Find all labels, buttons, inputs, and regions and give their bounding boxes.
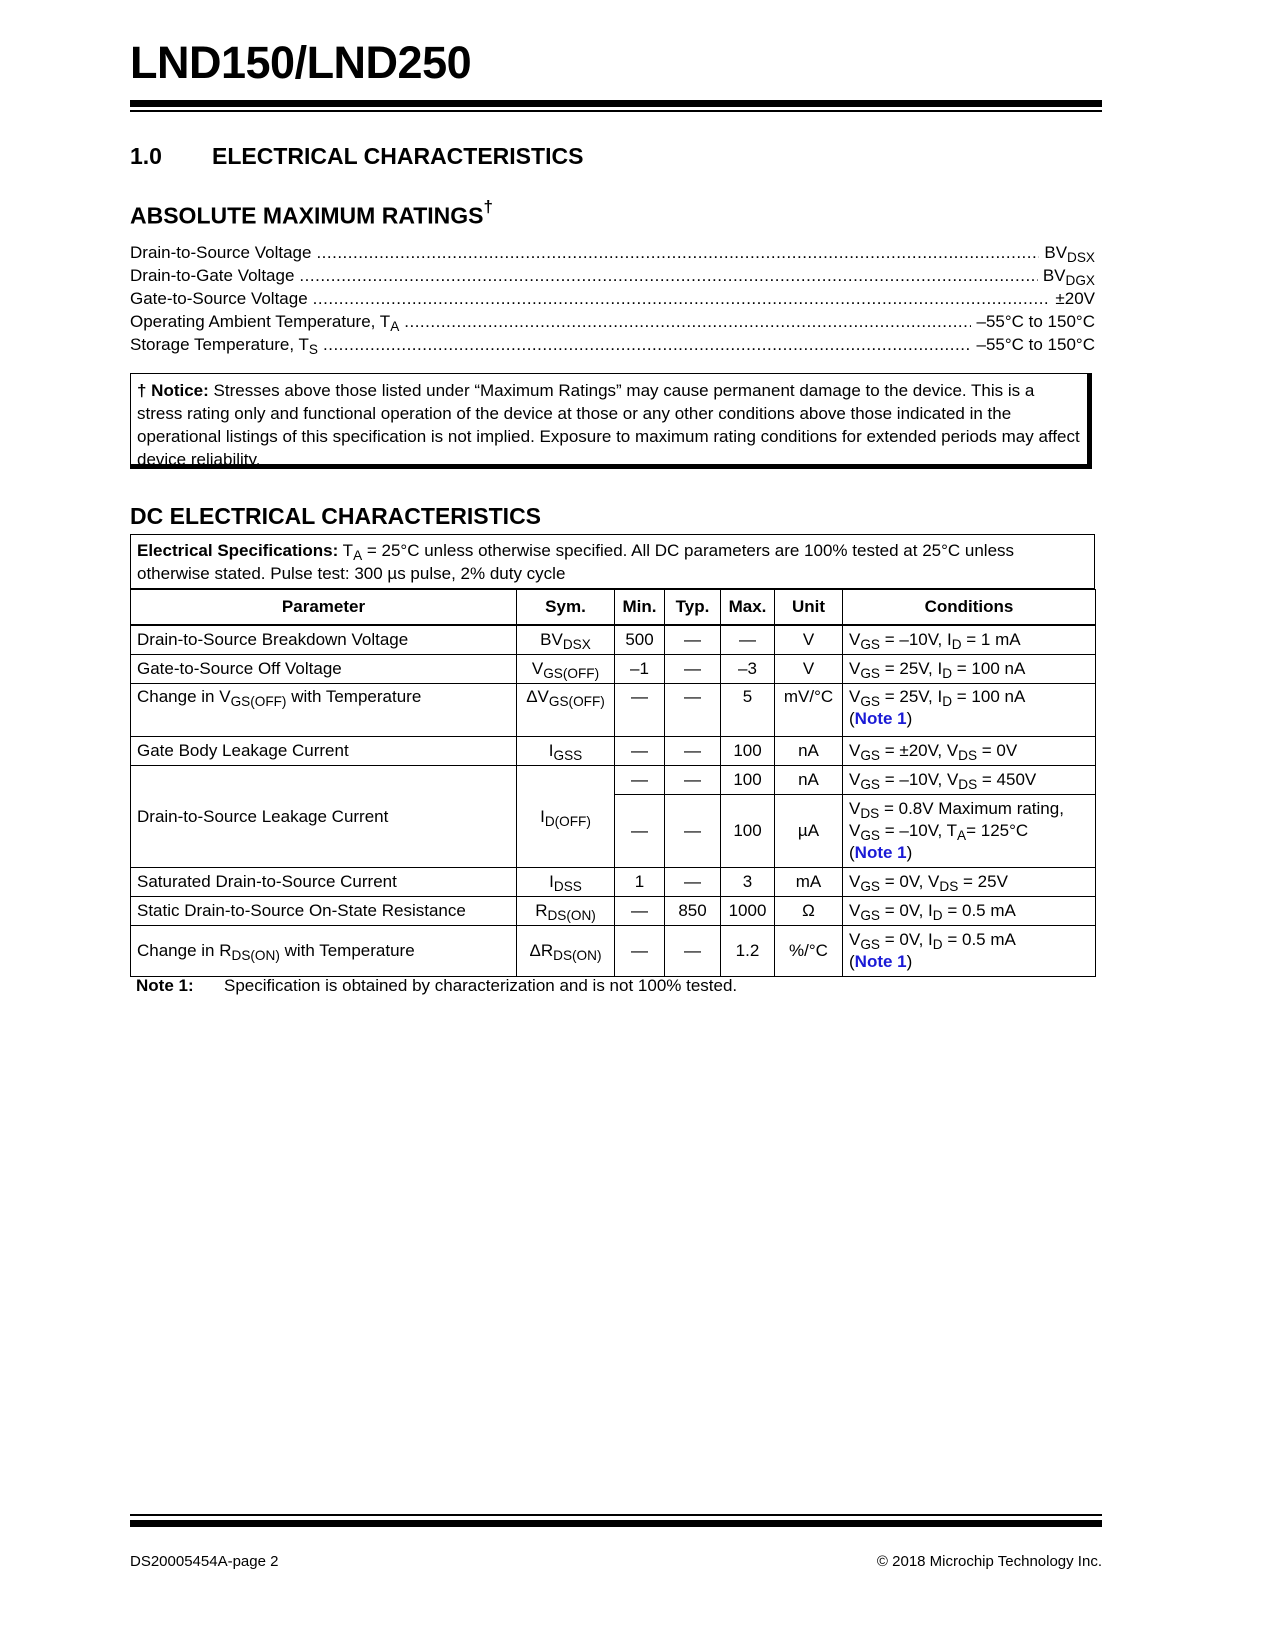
param-cell: Saturated Drain-to-Source Current [131, 868, 517, 897]
unit-cell: mV/°C [775, 684, 843, 737]
table-row [131, 766, 1096, 795]
sym-cell: $\Delta V_{GS(OFF)}$ [517, 684, 615, 737]
rating-row [130, 289, 1095, 312]
section-title: ELECTRICAL CHARACTERISTICS [212, 143, 584, 169]
section-heading [130, 143, 583, 170]
section-number: 1.0 [130, 143, 162, 169]
param-cell: Gate-to-Source Off Voltage [131, 655, 517, 684]
spec-lead: Electrical Specifications: [137, 541, 339, 560]
max-cell: 1000 [721, 897, 775, 926]
absolute-max-heading-text: ABSOLUTE MAXIMUM RATINGS [130, 202, 484, 229]
header-typ: Typ. [665, 590, 721, 626]
rating-label: Storage Temperature, $T_S$ [130, 335, 318, 357]
header-parameter: Parameter [131, 590, 517, 626]
footer-rule-thin [130, 1514, 1102, 1516]
min-cell: –1 [615, 655, 665, 684]
min-cell: — [615, 766, 665, 795]
spec-text: = 25°C unless otherwise specified. All DC parameters are 100% tested at 25°C unless otherwise stated. Pulse test: 300 µs pulse, 2% duty cycle [137, 541, 1015, 583]
rating-label: Operating Ambient Temperature, $T_A$ [130, 312, 400, 334]
max-cell: — [721, 625, 775, 655]
electrical-specifications-box: Electrical Specifications: $T_A = 25^\circ C$ unless otherwise specified. All DC parameters are 100% tested at 25°C unless otherwise stated. Pulse test: 300 µs pulse, 2% duty cycle [130, 534, 1095, 589]
typ-cell: — [665, 737, 721, 766]
notice-box [130, 373, 1092, 469]
min-cell: 1 [615, 868, 665, 897]
note-label: Note 1: [136, 976, 194, 995]
dc-characteristics-table [130, 589, 1096, 977]
rating-value: $BV_{DGX}$ [1042, 266, 1095, 288]
leader-dots [313, 289, 1051, 309]
document-title: LND150/LND250 [130, 37, 472, 88]
note-1-link[interactable]: Note 1 [854, 843, 907, 862]
header-conditions: Conditions [843, 590, 1096, 626]
header-max: Max. [721, 590, 775, 626]
footer-document-id: DS20005454A-page 2 [130, 1553, 279, 1570]
param-cell: Drain-to-Source Leakage Current [131, 766, 517, 868]
dagger-mark: † [483, 197, 493, 216]
conditions-cell: $V_{DS} = 0.8V$ Maximum rating, $V_{GS} = -10V$, $T_A= 125^\circ C$ (Note 1) [843, 795, 1096, 868]
max-cell: 5 [721, 684, 775, 737]
typ-cell: — [665, 655, 721, 684]
table-row [131, 926, 1096, 977]
sym-cell: $V_{GS(OFF)}$ [517, 655, 615, 684]
unit-cell: V [775, 625, 843, 655]
notice-lead: † Notice: [137, 381, 209, 400]
rating-label: Drain-to-Source Voltage [130, 243, 312, 262]
rating-row [130, 266, 1095, 289]
sym-cell: $I_{DSS}$ [517, 868, 615, 897]
conditions-cell: $V_{GS} = 25V$, $I_D = 100$ nA (Note 1) [843, 684, 1096, 737]
typ-cell: — [665, 766, 721, 795]
max-cell: 100 [721, 766, 775, 795]
note-text: Specification is obtained by characterization and is not 100% tested. [224, 976, 738, 995]
sym-cell: $I_{GSS}$ [517, 737, 615, 766]
typ-cell: — [665, 684, 721, 737]
header-rule-thin [130, 110, 1102, 112]
typ-cell: — [665, 625, 721, 655]
typ-cell: — [665, 795, 721, 868]
unit-cell: µA [775, 795, 843, 868]
max-cell: –3 [721, 655, 775, 684]
sym-cell: $BV_{DSX}$ [517, 625, 615, 655]
leader-dots [299, 266, 1037, 286]
unit-cell: mA [775, 868, 843, 897]
param-cell: Drain-to-Source Breakdown Voltage [131, 625, 517, 655]
conditions-cell: $V_{GS} = -10V$, $I_D = 1$ mA [843, 625, 1096, 655]
conditions-cell: $V_{GS} = -10V$, $V_{DS} = 450V$ [843, 766, 1096, 795]
min-cell: — [615, 684, 665, 737]
min-cell: — [615, 926, 665, 977]
param-cell: Change in $R_{DS(ON)}$ with Temperature [131, 926, 517, 977]
conditions-cell: $V_{GS} = 0V$, $V_{DS} = 25V$ [843, 868, 1096, 897]
typ-cell: 850 [665, 897, 721, 926]
unit-cell: nA [775, 737, 843, 766]
min-cell: — [615, 795, 665, 868]
leader-dots [404, 312, 971, 332]
table-header-row [131, 590, 1096, 626]
table-row [131, 868, 1096, 897]
header-min: Min. [615, 590, 665, 626]
header-rule-thick [130, 100, 1102, 107]
rating-label: Drain-to-Gate Voltage [130, 266, 295, 285]
unit-cell: Ω [775, 897, 843, 926]
rating-label: Gate-to-Source Voltage [130, 289, 308, 308]
conditions-cell: $V_{GS} = 0V$, $I_D = 0.5$ mA [843, 897, 1096, 926]
table-row [131, 737, 1096, 766]
conditions-cell: $V_{GS} = 25V$, $I_D = 100$ nA [843, 655, 1096, 684]
rating-row [130, 243, 1095, 266]
sym-cell: $\Delta R_{DS(ON)}$ [517, 926, 615, 977]
rating-value: –55°C to 150°C [976, 312, 1095, 331]
header-symbol: Sym. [517, 590, 615, 626]
table-row [131, 625, 1096, 655]
rating-row [130, 335, 1095, 358]
min-cell: — [615, 737, 665, 766]
header-unit: Unit [775, 590, 843, 626]
table-note [136, 976, 737, 996]
param-cell: Gate Body Leakage Current [131, 737, 517, 766]
typ-cell: — [665, 926, 721, 977]
table-row [131, 684, 1096, 737]
max-cell: 3 [721, 868, 775, 897]
conditions-cell: $V_{GS} = 0V$, $I_D = 0.5$ mA (Note 1) [843, 926, 1096, 977]
dc-heading: DC ELECTRICAL CHARACTERISTICS [130, 503, 542, 529]
unit-cell: %/°C [775, 926, 843, 977]
sym-cell: $I_{D(OFF)}$ [517, 766, 615, 868]
leader-dots [323, 335, 971, 355]
max-cell: 1.2 [721, 926, 775, 977]
unit-cell: V [775, 655, 843, 684]
typ-cell: — [665, 868, 721, 897]
table-row [131, 655, 1096, 684]
rating-value: ±20V [1055, 289, 1095, 308]
conditions-cell: $V_{GS} = \pm 20V$, $V_{DS} = 0V$ [843, 737, 1096, 766]
param-cell: Static Drain-to-Source On-State Resistance [131, 897, 517, 926]
rating-value: –55°C to 150°C [976, 335, 1095, 354]
absolute-max-heading [130, 197, 493, 230]
rating-row [130, 312, 1095, 335]
param-cell: Change in $V_{GS(OFF)}$ with Temperature [131, 684, 517, 737]
note-1-link[interactable]: Note 1 [854, 709, 907, 728]
min-cell: 500 [615, 625, 665, 655]
ratings-list [130, 243, 1095, 358]
max-cell: 100 [721, 737, 775, 766]
notice-text: Stresses above those listed under “Maximum Ratings” may cause permanent damage to the device. This is a stress rating only and functional operation of the device at those or any other conditions above those indicated in the operational listings of this specification is not implied. Exposure to maximum rating conditions for extended periods may affect device reliability. [137, 381, 1080, 469]
rating-value: $BV_{DSX}$ [1044, 243, 1095, 265]
max-cell: 100 [721, 795, 775, 868]
leader-dots [316, 243, 1039, 263]
sym-cell: $R_{DS(ON)}$ [517, 897, 615, 926]
footer-rule-thick [130, 1520, 1102, 1527]
unit-cell: nA [775, 766, 843, 795]
table-row [131, 897, 1096, 926]
footer-copyright: © 2018 Microchip Technology Inc. [876, 1553, 1102, 1570]
note-1-link[interactable]: Note 1 [854, 952, 907, 971]
min-cell: — [615, 897, 665, 926]
